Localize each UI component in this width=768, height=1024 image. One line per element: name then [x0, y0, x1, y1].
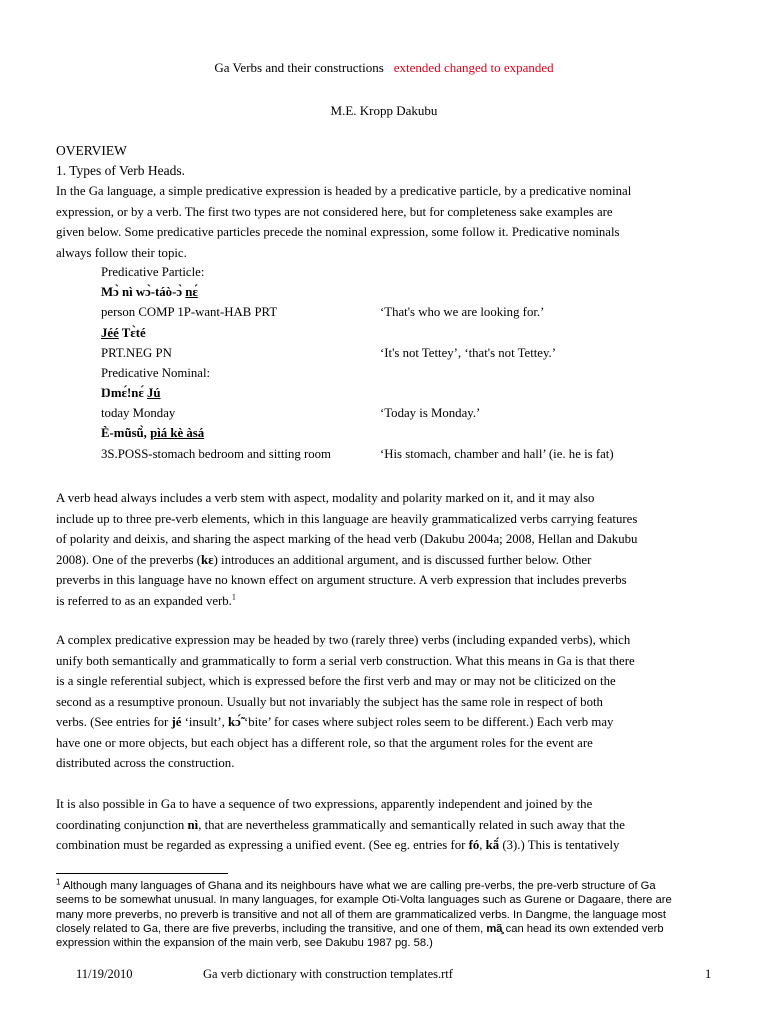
footnote-number: 1 — [56, 877, 61, 887]
coordination-paragraph — [56, 794, 716, 856]
paragraph-line — [56, 550, 716, 571]
section-heading-types: 1. Types of Verb Heads. — [56, 163, 186, 178]
footnote — [56, 879, 716, 950]
footer-page-number: 1 — [705, 967, 712, 981]
example-ga-4 — [101, 426, 204, 441]
text-segment: (3).) This is tentatively — [499, 838, 620, 852]
text-segment: ‘bite’ for cases where subject roles seem to be different.) Each verb may — [240, 715, 614, 729]
paragraph-line: second as a resumptive pronoun. Usually but not invariably the subject has the same role in respect of both — [56, 694, 603, 709]
example-translation-3: ‘Today is Monday.’ — [380, 406, 481, 420]
ga-term: kã́ — [485, 838, 500, 852]
footnote-line: expression within the expansion of the main verb, see Dakubu 1987 pg. 58.) — [56, 937, 433, 950]
footer-filename: Ga verb dictionary with construction templates.rtf — [203, 967, 453, 981]
paragraph-line: of polarity and deixis, and sharing the aspect marking of the head verb (Dakubu 2004a; 2008, Hellan and Dakubu — [56, 532, 638, 546]
example-translation-4: ‘His stomach, chamber and hall’ (ie. he is fat) — [380, 447, 614, 461]
paragraph-line: have one or more objects, but each object has a different role, so that the argument roles for the event are — [56, 735, 593, 750]
example-ga-1 — [101, 285, 198, 300]
example-ga-2 — [101, 326, 146, 341]
text-segment: closely related to Ga, there are five preverbs, including the transitive, and one of them, — [56, 922, 487, 935]
paragraph-line: distributed across the construction. — [56, 756, 235, 770]
footer-date: 11/19/2010 — [76, 967, 133, 981]
footnote-reference[interactable]: 1 — [231, 592, 236, 602]
ga-text: Ŋmɛ́!nɛ́ — [101, 386, 148, 400]
footnote-line — [56, 922, 716, 936]
intro-line: given below. Some predicative particles precede the nominal expression, some follow it. Predicative nominals — [56, 225, 620, 239]
section-heading-overview: OVERVIEW — [56, 143, 127, 158]
serial-verb-paragraph — [56, 630, 716, 774]
ga-text: Tɛ̀té — [118, 326, 146, 340]
text-segment: coordinating conjunction — [56, 817, 188, 832]
paragraph-line: preverbs in this language have no known effect on argument structure. A verb expression that includes preverbs — [56, 573, 627, 587]
text-segment: , that are nevertheless grammatically and semantically related in such away that the — [198, 817, 625, 832]
ga-particle: nɛ́ — [185, 285, 198, 299]
paragraph-line — [56, 835, 716, 856]
text-segment: 2008). One of the preverbs ( — [56, 552, 201, 567]
ga-term: nì — [187, 817, 199, 832]
revision-note: extended changed to expanded — [393, 60, 554, 75]
title-text: Ga Verbs and their constructions — [214, 60, 384, 75]
ga-term: fó — [468, 838, 480, 852]
footnote-line: many more preverbs, no preverb is transitive and not all of them are grammaticalized verbs. In Dangme, the language most — [56, 908, 667, 921]
text-segment: is referred to as an expanded verb. — [56, 593, 232, 608]
ga-text: È-mũsũ̀, — [101, 426, 151, 440]
ga-term: kɔ̃́ — [228, 715, 241, 729]
paragraph-line: is a single referential subject, which is expressed before the first verb and may or may not be cliticized on the — [56, 674, 616, 688]
ga-particle: Jéé — [101, 326, 119, 340]
text-segment: , — [479, 838, 486, 852]
paragraph-line: unify both semantically and grammatically to form a serial verb construction. What this means in Ga is that there — [56, 653, 635, 668]
text-segment: ) introduces an additional argument, and is discussed further below. Other — [213, 552, 592, 567]
ga-text: Mɔ̀ nì wɔ̀-táò-ɔ̀ — [101, 285, 186, 299]
document-title — [0, 60, 768, 76]
footnote-separator — [56, 873, 228, 874]
example-translation-1: ‘That's who we are looking for.’ — [380, 305, 545, 319]
predicative-nominal-label: Predicative Nominal: — [101, 366, 211, 380]
ga-term: kɛ — [200, 552, 214, 567]
text-segment: verbs. (See entries for — [56, 715, 172, 729]
paragraph-line — [56, 591, 716, 612]
text-segment: combination must be regarded as expressing a unified event. (See eg. entries for — [56, 838, 469, 852]
ga-term: jé — [171, 715, 182, 729]
intro-line: expression, or by a verb. The first two types are not considered here, but for completeness sake examples are — [56, 204, 613, 219]
paragraph-line: A complex predicative expression may be headed by two (rarely three) verbs (including expanded verbs), which — [56, 633, 631, 647]
paragraph-line: It is also possible in Ga to have a sequence of two expressions, apparently independent and joined by the — [56, 797, 593, 811]
example-gloss-1: person COMP 1P-want-HAB PRT — [101, 305, 278, 319]
footnote-line: seems to be somewhat unusual. In many languages, for example Oti-Volta languages such as Gurene or Dagaare, there are — [56, 894, 672, 907]
text-segment: ‘insult’, — [181, 715, 229, 729]
intro-paragraph — [56, 181, 716, 263]
predicative-particle-label: Predicative Particle: — [101, 265, 205, 279]
intro-line: always follow their topic. — [56, 245, 187, 260]
example-ga-3 — [101, 386, 161, 401]
paragraph-line — [56, 815, 716, 836]
example-translation-2: ‘It's not Tettey’, ‘that's not Tettey.’ — [380, 346, 557, 360]
text-segment: can head its own extended verb — [502, 922, 664, 935]
text-segment: Although many languages of Ghana and its neighbours have what we are calling pre-verbs, the pre-verb structure of Ga — [60, 880, 656, 892]
paragraph-line — [56, 712, 716, 733]
example-gloss-2: PRT.NEG PN — [101, 346, 172, 360]
ga-nominal: pìá kè àsá — [150, 426, 205, 440]
example-gloss-4: 3S.POSS-stomach bedroom and sitting room — [101, 447, 331, 461]
example-gloss-3: today Monday — [101, 406, 176, 420]
paragraph-line: include up to three pre-verb elements, which in this language are heavily grammaticalized verbs carrying features — [56, 511, 638, 526]
author-line: M.E. Kropp Dakubu — [330, 103, 438, 118]
ga-nominal: Jú — [147, 386, 161, 400]
intro-line: In the Ga language, a simple predicative expression is headed by a predicative particle, by a predicative nominal — [56, 184, 632, 198]
footnote-line — [56, 879, 716, 893]
verb-head-paragraph — [56, 488, 716, 611]
paragraph-line: A verb head always includes a verb stem with aspect, modality and polarity marked on it, and it may also — [56, 491, 595, 505]
ga-term: mã̧ — [486, 922, 503, 935]
